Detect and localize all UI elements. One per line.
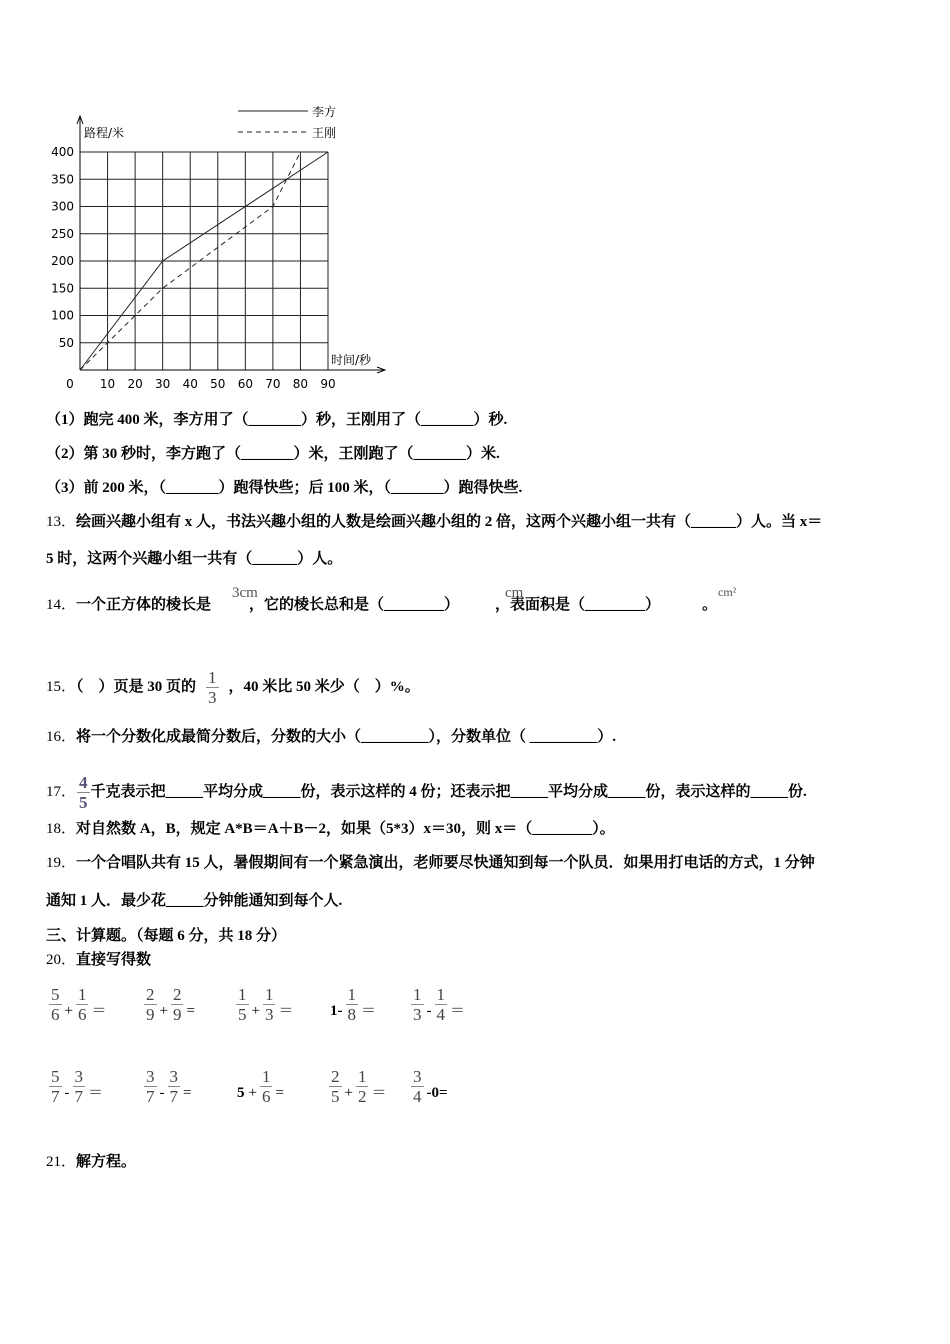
calc-expression	[235, 1067, 286, 1106]
denominator: 7	[169, 1087, 178, 1106]
denominator: 2	[357, 1087, 367, 1106]
denominator: 5	[238, 1005, 247, 1024]
denominator: 6	[261, 1087, 271, 1106]
numerator: 1	[357, 1067, 367, 1086]
calc-expression	[48, 985, 108, 1024]
question-number: 13．	[46, 514, 77, 530]
denominator: 9	[146, 1005, 155, 1024]
question-text: 解方程。	[76, 1154, 137, 1170]
x-tick-label: 60	[237, 377, 253, 391]
denominator: 4	[436, 1005, 445, 1024]
operator: +	[344, 1085, 353, 1101]
unit-cm: cm	[505, 585, 524, 601]
calc-expression	[143, 1067, 193, 1106]
x-tick-label: 50	[210, 377, 226, 391]
question-13	[46, 512, 822, 532]
question-number: 21．	[46, 1154, 77, 1170]
question-19	[46, 853, 815, 873]
numerator: 2	[331, 1067, 340, 1086]
question-number: 14．	[46, 597, 77, 613]
question-text: 一个合唱队共有 15 人，暑假期间有一个紧急演出，老师要尽快通知到每一个队员．如果用打电话的方式，1 分钟	[76, 855, 815, 871]
numerator: 1	[238, 985, 247, 1004]
question-text: 将一个分数化成最简分数后，分数的大小（_________），分数单位（ _________）.	[76, 729, 617, 745]
calc-expression	[48, 1067, 105, 1106]
y-tick-label: 200	[51, 254, 74, 268]
operator: +	[159, 1003, 168, 1019]
fraction	[49, 985, 62, 1024]
x-axis-label: 时间/秒	[331, 353, 372, 367]
calc-expression	[328, 1067, 388, 1106]
operator: ＝	[450, 1003, 466, 1019]
fraction-four-fifths	[77, 773, 90, 812]
numerator: 2	[146, 985, 155, 1004]
calc-expression	[410, 1067, 450, 1106]
operator: ＝	[361, 1003, 377, 1019]
numerator: 1	[77, 985, 87, 1004]
numerator: 1	[347, 985, 356, 1004]
y-tick-label: 250	[51, 226, 74, 241]
numerator: 1	[264, 985, 274, 1004]
fraction	[49, 1067, 62, 1106]
fraction	[171, 985, 184, 1024]
y-tick-label: 100	[51, 308, 74, 323]
denominator: 7	[74, 1087, 83, 1106]
denominator: 7	[146, 1087, 155, 1106]
operand: 1-	[330, 1003, 343, 1019]
operator: ＝	[88, 1085, 104, 1101]
x-tick-label: 10	[99, 377, 116, 391]
numerator: 3	[169, 1067, 178, 1086]
denominator: 4	[413, 1087, 422, 1106]
numerator: 1	[261, 1067, 271, 1086]
y-axis-label: 路程/米	[84, 126, 125, 140]
question-text: 直接写得数	[76, 952, 152, 968]
question-text: 千克表示把_____平均分成_____份，表示这样的 4 份；还表示把_____平均分成_____份，表示这样的_____份.	[90, 783, 807, 800]
y-tick-label: 150	[51, 281, 74, 296]
denominator: 5	[79, 793, 88, 812]
calc-expression	[410, 985, 467, 1024]
numerator: 3	[74, 1067, 83, 1086]
x-tick-label: 0	[66, 377, 74, 391]
fraction	[168, 1067, 181, 1106]
numerator: 5	[51, 985, 60, 1004]
operator: -	[159, 1085, 165, 1101]
x-tick-label: 30	[155, 377, 171, 391]
fraction	[144, 1067, 157, 1106]
question-13-cont: 5 时，这两个兴趣小组一共有（______）人。	[46, 551, 343, 567]
numerator: 2	[172, 985, 182, 1004]
fraction	[356, 1067, 369, 1106]
question-19-cont: 通知 1 人．最少花_____分钟能通知到每个人.	[46, 893, 343, 909]
legend-label: 李方	[312, 105, 337, 119]
numerator: 3	[413, 1067, 422, 1086]
fraction	[329, 1067, 342, 1106]
unit-cm2: cm²	[718, 585, 737, 599]
numerator: 4	[79, 773, 88, 792]
fraction	[236, 985, 249, 1024]
fraction	[260, 1067, 273, 1106]
operator: ＝	[278, 1003, 294, 1019]
numerator: 3	[146, 1067, 155, 1086]
question-text: 绘画兴趣小组有 x 人，书法兴趣小组的人数是绘画兴趣小组的 2 倍，这两个兴趣小组一共有（______）人。当 x＝	[76, 514, 823, 530]
x-tick-label: 40	[182, 377, 198, 391]
x-tick-label: 80	[292, 377, 309, 391]
legend-label: 王刚	[312, 126, 337, 140]
operator: +	[248, 1085, 257, 1101]
question-text: ，它的棱长总和是（________）	[249, 597, 460, 613]
y-tick-label: 50	[58, 335, 74, 350]
question-text: ，表面积是（________）	[495, 597, 661, 613]
question-number: 20．	[46, 952, 77, 968]
denominator: 6	[51, 1005, 60, 1024]
operator: =	[275, 1085, 284, 1101]
denominator: 8	[347, 1005, 356, 1024]
question-number: 17．	[46, 783, 77, 800]
question-15	[46, 668, 420, 707]
denominator: 3	[264, 1005, 274, 1024]
question-18	[46, 819, 615, 839]
fraction	[144, 985, 157, 1024]
denominator: 3	[208, 688, 217, 707]
denominator: 5	[331, 1087, 340, 1106]
question-12-3: （3）前 200 米，（_______）跑得快些；后 100 米，（_______）跑得快些.	[46, 480, 523, 496]
question-number: 18．	[46, 821, 77, 837]
question-21	[46, 1152, 136, 1172]
denominator: 7	[51, 1087, 60, 1106]
denominator: 6	[77, 1005, 87, 1024]
question-12-1: （1）跑完 400 米，李方用了（_______）秒，王刚用了（_______）秒.	[46, 412, 508, 428]
question-text: 一个正方体的棱长是	[76, 597, 212, 613]
calc-expression	[235, 985, 295, 1024]
question-number: 16．	[46, 729, 77, 745]
question-text: （ ）页是 30 页的	[76, 678, 197, 695]
fraction	[73, 1067, 86, 1106]
fraction	[346, 985, 359, 1024]
operator: =	[183, 1085, 192, 1101]
fraction	[263, 985, 276, 1024]
y-tick-label: 400	[51, 145, 74, 159]
y-tick-label: 350	[51, 172, 74, 187]
y-tick-label: 300	[51, 199, 74, 214]
x-tick-label: 70	[265, 377, 281, 391]
x-tick-label: 90	[320, 377, 336, 391]
numerator: 1	[208, 668, 217, 687]
question-number: 19．	[46, 855, 77, 871]
fraction	[76, 985, 89, 1024]
numerator: 1	[436, 985, 445, 1004]
operator: +	[64, 1003, 73, 1019]
question-17	[46, 773, 807, 812]
distance-time-chart	[0, 0, 950, 400]
numerator: 1	[413, 985, 422, 1004]
question-text: ，40 米比 50 米少（ ）%。	[228, 678, 420, 695]
fraction	[435, 985, 448, 1024]
question-16	[46, 727, 616, 747]
x-tick-label: 20	[127, 377, 143, 391]
numerator: 5	[51, 1067, 60, 1086]
calc-expression	[328, 985, 378, 1024]
fraction-one-third	[206, 668, 219, 707]
denominator: 3	[413, 1005, 422, 1024]
operand: 5	[237, 1085, 245, 1101]
operator: -	[426, 1003, 432, 1019]
fraction	[411, 1067, 424, 1106]
question-12-2: （2）第 30 秒时，李方跑了（_______）米，王刚跑了（_______）米.	[46, 446, 500, 462]
question-20	[46, 950, 151, 970]
question-number: 15．	[46, 678, 77, 695]
section-3-heading: 三、计算题。（每题 6 分，共 18 分）	[46, 928, 287, 944]
unit-3cm: 3cm	[232, 585, 258, 601]
question-text: 对自然数 A，B，规定 A*B＝A＋B－2，如果（5*3）x＝30，则 x＝（________）。	[76, 821, 615, 837]
operator: -	[64, 1085, 70, 1101]
question-14	[46, 595, 717, 615]
operand: -0=	[426, 1085, 448, 1101]
operator: ＝	[371, 1085, 387, 1101]
fraction	[411, 985, 424, 1024]
denominator: 9	[172, 1005, 182, 1024]
calc-expression	[143, 985, 197, 1024]
operator: +	[251, 1003, 260, 1019]
operator: =	[186, 1003, 195, 1019]
operator: ＝	[91, 1003, 107, 1019]
question-text: 。	[702, 597, 718, 613]
